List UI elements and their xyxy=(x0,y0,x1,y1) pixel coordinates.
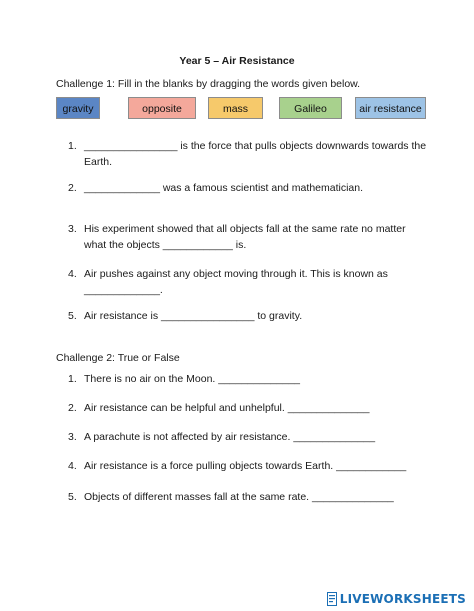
challenge-1-heading: Challenge 1: Fill in the blanks by dragging the words given below. xyxy=(56,78,361,90)
word-bank xyxy=(56,97,436,121)
page-title: Year 5 – Air Resistance xyxy=(179,55,295,67)
question-number: 5. xyxy=(68,310,77,322)
question-text[interactable]: Air resistance can be helpful and unhelpful. ______________ xyxy=(84,402,370,414)
question-text[interactable]: Air pushes against any object moving through it. This is known as _____________. xyxy=(84,268,388,296)
question-text[interactable]: _____________ was a famous scientist and mathematician. xyxy=(84,182,364,194)
word-chip-mass[interactable]: mass xyxy=(208,97,263,119)
question-text[interactable]: Objects of different masses fall at the same rate. ______________ xyxy=(84,491,394,503)
question-number: 2. xyxy=(68,402,77,414)
question-text[interactable]: Air resistance is ________________ to gravity. xyxy=(84,310,303,322)
question-number: 4. xyxy=(68,460,77,472)
word-chip-gravity[interactable]: gravity xyxy=(56,97,100,119)
question-number: 3. xyxy=(68,431,77,443)
word-chip-opposite[interactable]: opposite xyxy=(128,97,196,119)
word-chip-galileo[interactable]: Galileo xyxy=(279,97,342,119)
question-number: 3. xyxy=(68,223,77,235)
question-number: 1. xyxy=(68,373,77,385)
question-number: 5. xyxy=(68,491,77,503)
question-number: 4. xyxy=(68,268,77,280)
challenge-2-heading: Challenge 2: True or False xyxy=(56,352,180,364)
question-text[interactable]: His experiment showed that all objects fall at the same rate no matter what the objects ____________ is. xyxy=(84,223,406,251)
question-text[interactable]: Air resistance is a force pulling objects towards Earth. ____________ xyxy=(84,460,407,472)
word-chip-air-resistance[interactable]: air resistance xyxy=(355,97,426,119)
liveworksheets-logo xyxy=(327,591,466,607)
worksheet-icon xyxy=(327,592,337,606)
question-number: 2. xyxy=(68,182,77,194)
question-text[interactable]: There is no air on the Moon. ______________ xyxy=(84,373,300,385)
question-number: 1. xyxy=(68,140,77,152)
logo-text: LIVEWORKSHEETS xyxy=(339,592,466,606)
question-text[interactable]: A parachute is not affected by air resistance. ______________ xyxy=(84,431,376,443)
question-text[interactable]: ________________ is the force that pulls objects downwards towards the Earth. xyxy=(84,140,427,168)
